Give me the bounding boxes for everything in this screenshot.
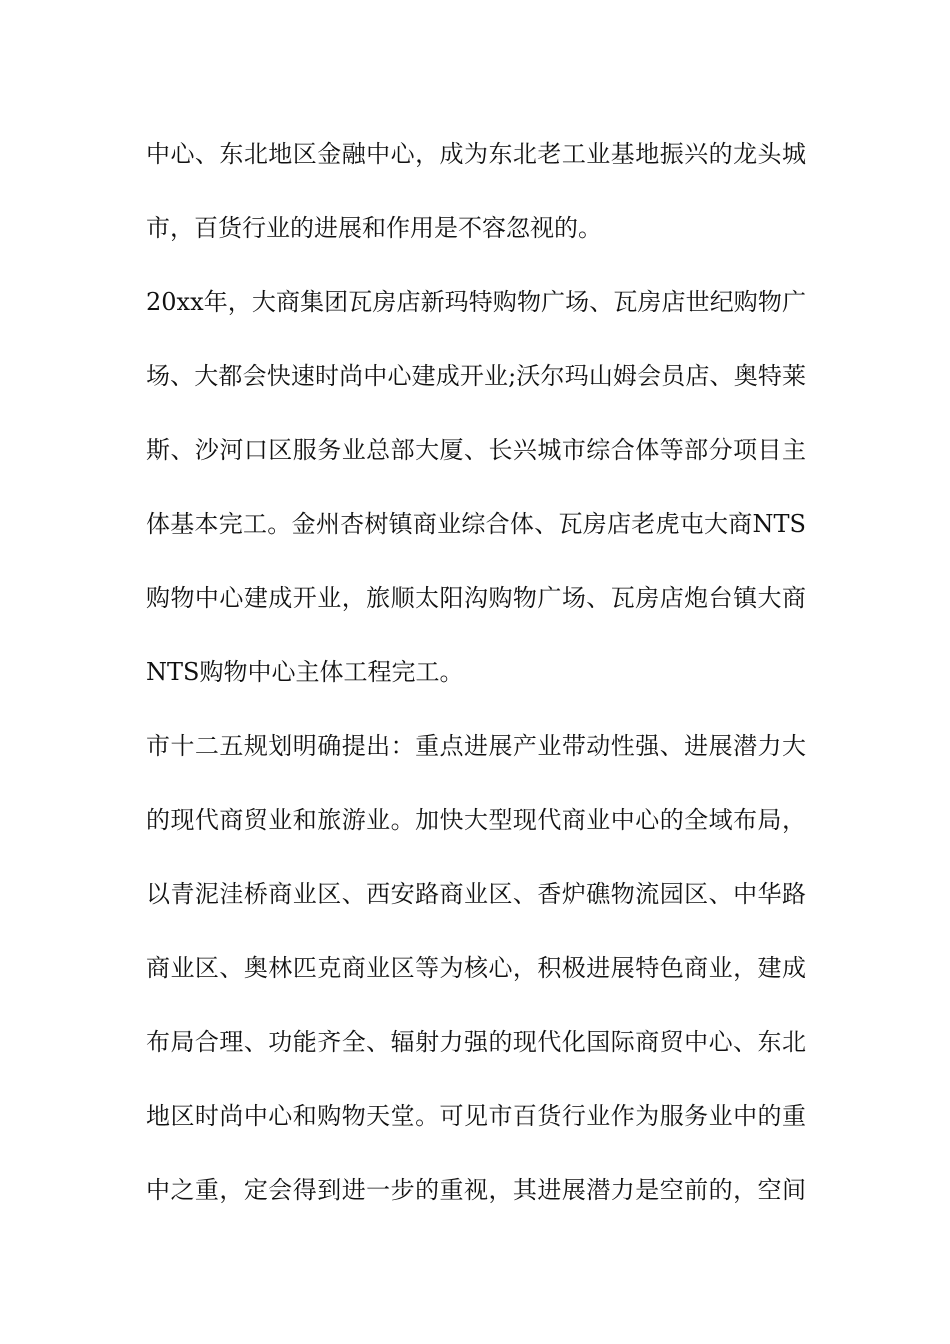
text-line: NTS购物中心主体工程完工。 xyxy=(146,658,464,686)
text-line: 购物中心建成开业，旅顺太阳沟购物广场、瓦房店炮台镇大商 xyxy=(146,584,806,612)
text-line: 体基本完工。金州杏树镇商业综合体、瓦房店老虎屯大商NTS xyxy=(146,510,806,538)
text-line: 布局合理、功能齐全、辐射力强的现代化国际商贸中心、东北 xyxy=(146,1028,806,1056)
text-line: 斯、沙河口区服务业总部大厦、长兴城市综合体等部分项目主 xyxy=(146,436,806,464)
text-line: 中心、东北地区金融中心，成为东北老工业基地振兴的龙头城 xyxy=(146,140,806,168)
text-line: 20xx年，大商集团瓦房店新玛特购物广场、瓦房店世纪购物广 xyxy=(146,288,806,316)
text-line: 地区时尚中心和购物天堂。可见市百货行业作为服务业中的重 xyxy=(146,1102,806,1130)
text-line: 市十二五规划明确提出：重点进展产业带动性强、进展潜力大 xyxy=(146,732,806,760)
text-line: 商业区、奥林匹克商业区等为核心，积极进展特色商业，建成 xyxy=(146,954,806,982)
text-line: 的现代商贸业和旅游业。加快大型现代商业中心的全域布局， xyxy=(146,806,806,834)
text-line: 场、大都会快速时尚中心建成开业;沃尔玛山姆会员店、奥特莱 xyxy=(146,362,806,390)
text-line: 市，百货行业的进展和作用是不容忽视的。 xyxy=(146,214,602,242)
text-line: 中之重，定会得到进一步的重视，其进展潜力是空前的，空间 xyxy=(146,1176,806,1204)
text-line: 以青泥洼桥商业区、西安路商业区、香炉礁物流园区、中华路 xyxy=(146,880,806,908)
